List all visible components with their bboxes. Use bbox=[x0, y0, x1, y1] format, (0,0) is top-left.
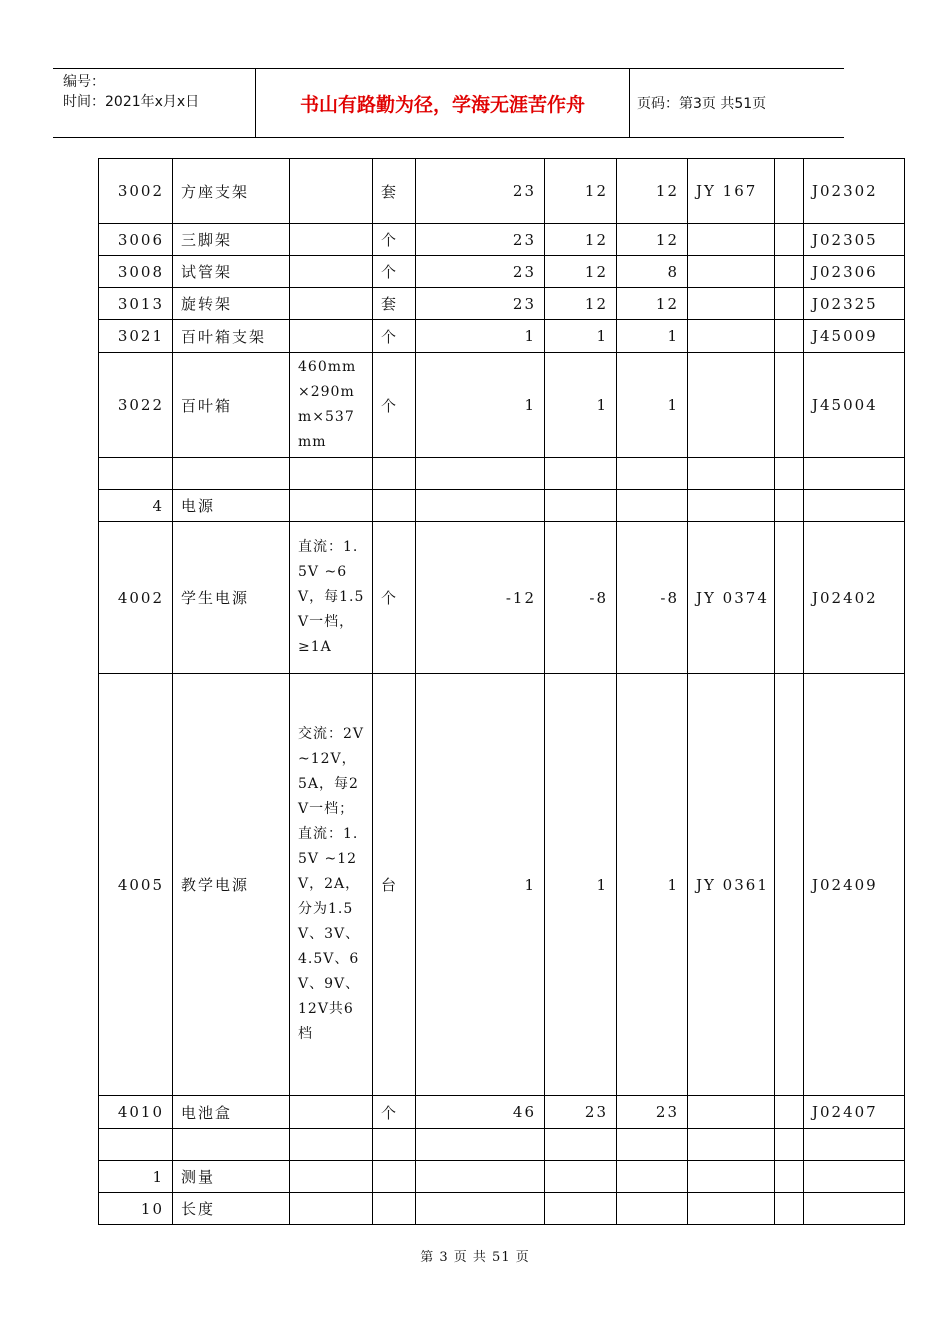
cell-qty-b bbox=[545, 1129, 617, 1161]
cell-spec bbox=[290, 1096, 373, 1129]
table-row bbox=[99, 1096, 905, 1129]
cell-name: 百叶箱 bbox=[173, 353, 290, 458]
cell-name: 方座支架 bbox=[173, 159, 290, 224]
cell-code: 4005 bbox=[99, 674, 173, 1096]
cell-name: 百叶箱支架 bbox=[173, 320, 290, 353]
cell-spec bbox=[290, 224, 373, 256]
cell-qty-c: 8 bbox=[617, 256, 688, 288]
cell-blank bbox=[775, 1193, 804, 1225]
cell-blank bbox=[775, 674, 804, 1096]
table-row bbox=[99, 320, 905, 353]
cell-code: 3021 bbox=[99, 320, 173, 353]
cell-name: 教学电源 bbox=[173, 674, 290, 1096]
cell-qty-b: 12 bbox=[545, 288, 617, 320]
cell-blank bbox=[775, 522, 804, 674]
cell-code: 4002 bbox=[99, 522, 173, 674]
cell-qty-c: -8 bbox=[617, 522, 688, 674]
cell-standard bbox=[688, 256, 775, 288]
cell-blank bbox=[775, 458, 804, 490]
motto: 书山有路勤为径，学海无涯苦作舟 bbox=[255, 69, 630, 137]
cell-name: 试管架 bbox=[173, 256, 290, 288]
cell-unit bbox=[373, 458, 416, 490]
cell-qty-a bbox=[416, 1129, 545, 1161]
cell-standard bbox=[688, 288, 775, 320]
cell-standard bbox=[688, 1129, 775, 1161]
cell-qty-b: 12 bbox=[545, 224, 617, 256]
cell-ref: J02407 bbox=[804, 1096, 905, 1129]
page-footer: 第 3 页 共 51 页 bbox=[420, 1250, 530, 1265]
cell-spec: 460mm×290mm×537mm bbox=[290, 353, 373, 458]
cell-qty-c bbox=[617, 1193, 688, 1225]
cell-blank bbox=[775, 224, 804, 256]
cell-name bbox=[173, 1129, 290, 1161]
cell-spec bbox=[290, 1161, 373, 1193]
cell-qty-b: 1 bbox=[545, 353, 617, 458]
table-row bbox=[99, 288, 905, 320]
cell-code bbox=[99, 1129, 173, 1161]
cell-unit bbox=[373, 1129, 416, 1161]
cell-standard bbox=[688, 353, 775, 458]
cell-qty-a: 1 bbox=[416, 320, 545, 353]
cell-name: 旋转架 bbox=[173, 288, 290, 320]
cell-qty-a: 23 bbox=[416, 159, 545, 224]
cell-blank bbox=[775, 490, 804, 522]
cell-blank bbox=[775, 1096, 804, 1129]
cell-spec bbox=[290, 490, 373, 522]
cell-unit: 个 bbox=[373, 224, 416, 256]
cell-code: 4010 bbox=[99, 1096, 173, 1129]
cell-qty-a: 1 bbox=[416, 353, 545, 458]
cell-qty-c bbox=[617, 1129, 688, 1161]
equipment-table bbox=[98, 158, 905, 1225]
cell-spec: 交流：2V ~12V，5A，每2V一档；直流：1.5V ~12V，2A，分为1.5V、3V、4.5V、6V、9V、12V共6档 bbox=[290, 674, 373, 1096]
cell-standard bbox=[688, 1161, 775, 1193]
cell-standard bbox=[688, 1096, 775, 1129]
cell-qty-b: 1 bbox=[545, 674, 617, 1096]
cell-unit: 套 bbox=[373, 159, 416, 224]
cell-qty-a: 46 bbox=[416, 1096, 545, 1129]
cell-qty-a: 23 bbox=[416, 288, 545, 320]
cell-standard: JY 0374 bbox=[688, 522, 775, 674]
cell-unit bbox=[373, 1193, 416, 1225]
cell-code: 3022 bbox=[99, 353, 173, 458]
page-info: 页码：第3页 共51页 bbox=[637, 96, 767, 112]
cell-qty-c bbox=[617, 490, 688, 522]
time-label: 时间：2021年x月x日 bbox=[63, 94, 200, 110]
cell-qty-a bbox=[416, 458, 545, 490]
cell-qty-c bbox=[617, 458, 688, 490]
cell-qty-c: 12 bbox=[617, 224, 688, 256]
cell-spec bbox=[290, 159, 373, 224]
cell-qty-b: 12 bbox=[545, 256, 617, 288]
cell-qty-a bbox=[416, 490, 545, 522]
cell-blank bbox=[775, 1129, 804, 1161]
cell-unit: 台 bbox=[373, 674, 416, 1096]
cell-standard: JY 0361 bbox=[688, 674, 775, 1096]
cell-name: 电源 bbox=[173, 490, 290, 522]
cell-blank bbox=[775, 288, 804, 320]
cell-standard bbox=[688, 224, 775, 256]
cell-ref: J02305 bbox=[804, 224, 905, 256]
table-row bbox=[99, 353, 905, 458]
cell-qty-c: 1 bbox=[617, 320, 688, 353]
cell-qty-a: -12 bbox=[416, 522, 545, 674]
cell-blank bbox=[775, 159, 804, 224]
cell-qty-b: 1 bbox=[545, 320, 617, 353]
cell-ref bbox=[804, 458, 905, 490]
cell-spec bbox=[290, 458, 373, 490]
cell-unit: 个 bbox=[373, 320, 416, 353]
cell-blank bbox=[775, 353, 804, 458]
cell-name: 三脚架 bbox=[173, 224, 290, 256]
cell-ref: J02306 bbox=[804, 256, 905, 288]
cell-qty-c: 1 bbox=[617, 353, 688, 458]
cell-qty-a bbox=[416, 1161, 545, 1193]
cell-standard bbox=[688, 490, 775, 522]
cell-qty-a bbox=[416, 1193, 545, 1225]
cell-spec bbox=[290, 288, 373, 320]
cell-ref: J02302 bbox=[804, 159, 905, 224]
table-row bbox=[99, 256, 905, 288]
cell-name: 学生电源 bbox=[173, 522, 290, 674]
cell-code: 3002 bbox=[99, 159, 173, 224]
table-row bbox=[99, 458, 905, 490]
table-row bbox=[99, 1193, 905, 1225]
cell-ref: J02402 bbox=[804, 522, 905, 674]
cell-ref bbox=[804, 1129, 905, 1161]
header-meta bbox=[53, 69, 255, 137]
cell-ref bbox=[804, 490, 905, 522]
cell-qty-b: 12 bbox=[545, 159, 617, 224]
cell-spec bbox=[290, 1129, 373, 1161]
cell-qty-c: 12 bbox=[617, 288, 688, 320]
cell-unit: 个 bbox=[373, 353, 416, 458]
page-header bbox=[53, 68, 844, 138]
cell-code: 3006 bbox=[99, 224, 173, 256]
cell-spec: 直流：1.5V ~6V，每1.5V一档，≥1A bbox=[290, 522, 373, 674]
cell-code: 4 bbox=[99, 490, 173, 522]
cell-standard bbox=[688, 320, 775, 353]
cell-spec bbox=[290, 320, 373, 353]
cell-unit bbox=[373, 490, 416, 522]
cell-qty-b bbox=[545, 458, 617, 490]
cell-qty-a: 23 bbox=[416, 256, 545, 288]
cell-ref: J02409 bbox=[804, 674, 905, 1096]
cell-ref bbox=[804, 1161, 905, 1193]
cell-qty-c: 12 bbox=[617, 159, 688, 224]
cell-name bbox=[173, 458, 290, 490]
cell-name: 测量 bbox=[173, 1161, 290, 1193]
cell-qty-c: 23 bbox=[617, 1096, 688, 1129]
table-row bbox=[99, 674, 905, 1096]
table-row bbox=[99, 1129, 905, 1161]
cell-ref: J45009 bbox=[804, 320, 905, 353]
table-row bbox=[99, 522, 905, 674]
cell-unit: 个 bbox=[373, 522, 416, 674]
cell-standard: JY 167 bbox=[688, 159, 775, 224]
cell-code: 3008 bbox=[99, 256, 173, 288]
table-row bbox=[99, 490, 905, 522]
cell-qty-a: 1 bbox=[416, 674, 545, 1096]
number-label: 编号： bbox=[63, 74, 105, 90]
cell-name: 电池盒 bbox=[173, 1096, 290, 1129]
cell-qty-b bbox=[545, 490, 617, 522]
cell-qty-c bbox=[617, 1161, 688, 1193]
cell-qty-b bbox=[545, 1193, 617, 1225]
table-row bbox=[99, 1161, 905, 1193]
cell-spec bbox=[290, 1193, 373, 1225]
table-row bbox=[99, 159, 905, 224]
cell-standard bbox=[688, 458, 775, 490]
cell-qty-c: 1 bbox=[617, 674, 688, 1096]
cell-ref: J45004 bbox=[804, 353, 905, 458]
cell-blank bbox=[775, 320, 804, 353]
table-row bbox=[99, 224, 905, 256]
cell-unit: 个 bbox=[373, 1096, 416, 1129]
cell-qty-b: -8 bbox=[545, 522, 617, 674]
cell-qty-a: 23 bbox=[416, 224, 545, 256]
cell-qty-b bbox=[545, 1161, 617, 1193]
cell-unit: 套 bbox=[373, 288, 416, 320]
cell-qty-b: 23 bbox=[545, 1096, 617, 1129]
cell-blank bbox=[775, 1161, 804, 1193]
cell-unit bbox=[373, 1161, 416, 1193]
cell-blank bbox=[775, 256, 804, 288]
cell-ref: J02325 bbox=[804, 288, 905, 320]
cell-code: 10 bbox=[99, 1193, 173, 1225]
cell-code: 3013 bbox=[99, 288, 173, 320]
cell-code: 1 bbox=[99, 1161, 173, 1193]
cell-name: 长度 bbox=[173, 1193, 290, 1225]
cell-ref bbox=[804, 1193, 905, 1225]
cell-unit: 个 bbox=[373, 256, 416, 288]
cell-spec bbox=[290, 256, 373, 288]
cell-code bbox=[99, 458, 173, 490]
cell-standard bbox=[688, 1193, 775, 1225]
